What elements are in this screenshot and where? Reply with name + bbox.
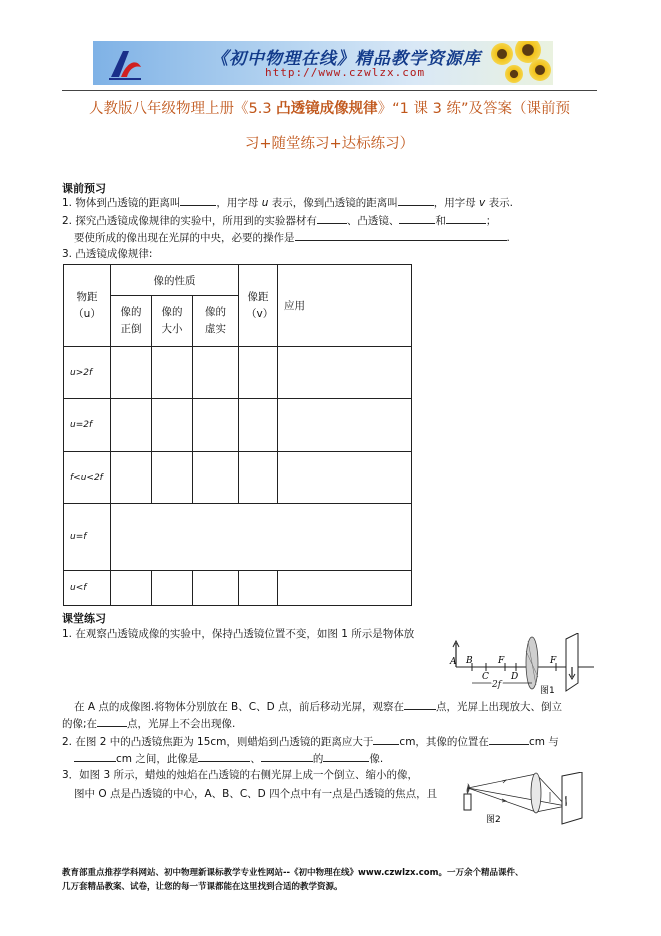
section-heading-practice: 课堂练习: [62, 612, 106, 625]
convex-lens-table: [63, 264, 412, 606]
answer-cell[interactable]: [239, 452, 278, 504]
answer-cell[interactable]: [111, 399, 152, 452]
label-a: A: [450, 657, 457, 667]
label-c: C: [482, 672, 489, 682]
footer-line-2: 几万套精品教案、试卷，让您的每一节课都能在这里找到合适的教学资源。: [62, 882, 343, 892]
header-application: 应用: [278, 265, 412, 347]
figure-1-diagram: [448, 633, 598, 695]
preview-question-3: 3. 凸透镜成像规律:: [62, 248, 153, 260]
lens-icon: [531, 773, 541, 813]
answer-cell[interactable]: [193, 452, 239, 504]
section-heading-preview: 课前预习: [62, 182, 106, 195]
practice-question-1: 1. 在观察凸透镜成像的实验中，保持凸透镜位置不变，如图 1 所示是物体放: [62, 628, 415, 640]
answer-cell[interactable]: [152, 571, 193, 606]
figure-2-diagram: [462, 772, 590, 828]
preview-question-2-b: 要使所成的像出现在光屏的中央，必要的操作是 .: [74, 232, 510, 244]
candle-icon: [464, 794, 471, 810]
header-size: 像的大小: [152, 296, 193, 347]
document-title-line2: 习+随堂练习+达标练习）: [244, 136, 415, 152]
header-upright: 像的正倒: [111, 296, 152, 347]
footer-line-1: 教育部重点推荐学科网站、初中物理新课标教学专业性网站--《初中物理在线》www.czwlzx.com。一万余个精品课件、: [62, 868, 524, 878]
answer-cell[interactable]: [278, 399, 412, 452]
sunflower-icon: [529, 59, 551, 81]
answer-cell[interactable]: [239, 399, 278, 452]
answer-cell[interactable]: [152, 452, 193, 504]
answer-cell[interactable]: [278, 347, 412, 399]
header-image-distance: 像距（v）: [239, 265, 278, 347]
answer-cell[interactable]: [193, 399, 239, 452]
row-condition: u>2f: [64, 347, 111, 399]
answer-cell[interactable]: [111, 347, 152, 399]
answer-cell-merged[interactable]: [111, 504, 412, 571]
answer-cell[interactable]: [152, 347, 193, 399]
sunflower-icon: [491, 43, 513, 65]
row-condition: u<f: [64, 571, 111, 606]
practice-question-2-b: cm 之间，此像是 、 的 像.: [74, 751, 383, 766]
row-condition: u=f: [64, 504, 111, 571]
header-image-properties: 像的性质: [111, 265, 239, 296]
answer-cell[interactable]: [193, 571, 239, 606]
practice-question-1-c: 的像;在 点，光屏上不会出现像.: [62, 718, 236, 730]
preview-question-2: 2. 探究凸透镜成像规律的实验中，所用到的实验器材有 、凸透镜、 和 ；: [62, 215, 497, 227]
answer-cell[interactable]: [111, 452, 152, 504]
practice-question-3-b: 图中 O 点是凸透镜的中心，A、B、C、D 四个点中有一点是凸透镜的焦点，且: [74, 788, 438, 800]
label-f-right: F: [550, 656, 557, 666]
answer-cell[interactable]: [278, 571, 412, 606]
screen-icon: [562, 772, 582, 824]
row-condition: f<u<2f: [64, 452, 111, 504]
banner-title: 《初中物理在线》精品教学资源库: [211, 49, 481, 69]
site-banner: [93, 41, 553, 85]
banner-url[interactable]: http://www.czwlzx.com: [265, 66, 426, 79]
figure-2-caption: 图2: [486, 815, 501, 825]
answer-cell[interactable]: [152, 399, 193, 452]
row-condition: u=2f: [64, 399, 111, 452]
practice-question-3: 3．如图 3 所示，蜡烛的烛焰在凸透镜的右侧光屏上成一个倒立、缩小的像，: [62, 769, 419, 781]
header-divider: [62, 90, 597, 91]
answer-cell[interactable]: [111, 571, 152, 606]
practice-question-1-b: 在 A 点的成像图.将物体分别放在 B、C、D 点，前后移动光屏，观察在 点，光屏上出现放大、倒立: [74, 701, 562, 713]
site-logo-icon: [107, 47, 143, 81]
header-object-distance: 物距（u）: [64, 265, 111, 347]
sunflower-icon: [505, 65, 523, 83]
label-d: D: [511, 672, 519, 682]
header-real-virtual: 像的虚实: [193, 296, 239, 347]
label-2f: 2f: [492, 680, 502, 690]
document-title: 人教版八年级物理上册《5.3 凸透镜成像规律》“1 课 3 练”及答案（课前预: [89, 101, 570, 117]
answer-cell[interactable]: [239, 571, 278, 606]
answer-cell[interactable]: [193, 347, 239, 399]
label-b: B: [466, 656, 473, 666]
practice-question-2: 2. 在图 2 中的凸透镜焦距为 15cm，则蜡焰到凸透镜的距离应大于 cm，其像的位置在 cm 与: [62, 736, 559, 748]
figure-1-caption: 图1: [540, 686, 555, 695]
answer-cell[interactable]: [239, 347, 278, 399]
label-f-left: F: [498, 656, 505, 666]
preview-question-1: 1. 物体到凸透镜的距离叫 ，用字母 u 表示，像到凸透镜的距离叫 ，用字母 v 表示.: [62, 197, 513, 209]
answer-cell[interactable]: [278, 452, 412, 504]
